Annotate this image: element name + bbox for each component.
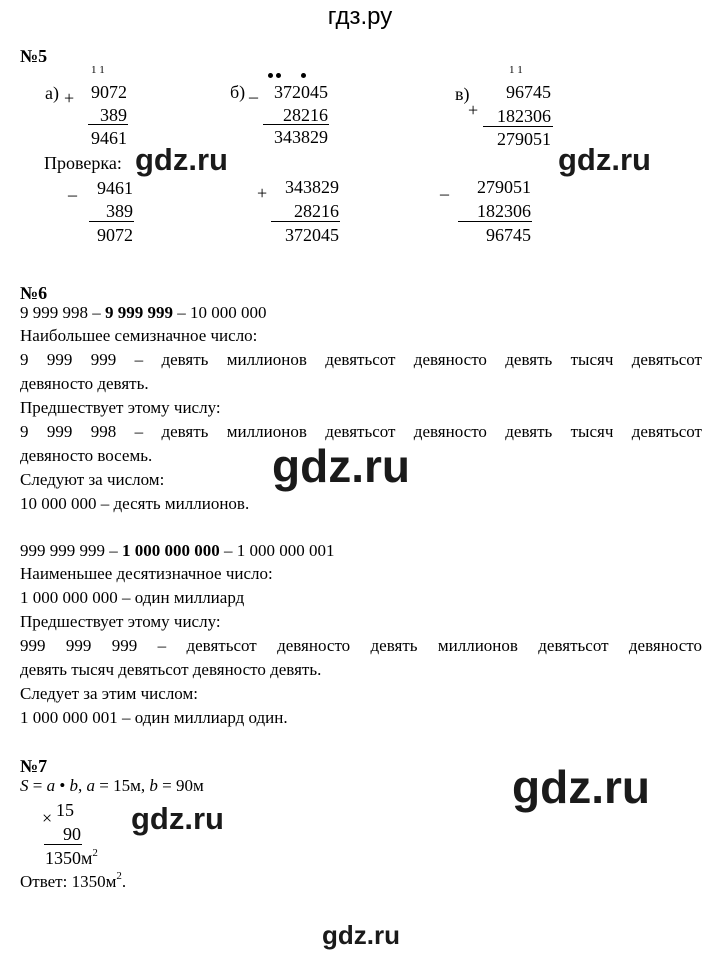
task6-line: девять тысяч девятьсот девяносто девять. [20, 660, 322, 679]
watermark: gdz.ru [272, 440, 410, 492]
task6-line: 10 000 000 – десять миллионов. [20, 494, 250, 513]
borrow-dot [268, 73, 273, 78]
task6-line: 9 999 998 – девять миллионов девятьсот девяносто девять тысяч девятьсот [20, 422, 702, 441]
formula-s: S [20, 776, 29, 795]
task6-line: Следуют за числом: [20, 470, 165, 489]
sequence-2-before: 999 999 999 – [20, 541, 122, 560]
minus-sign-b: _ [249, 80, 258, 100]
check-a-top: 9461 [97, 178, 133, 198]
c-result: 279051 [497, 129, 551, 149]
formula-rest: = 15м, [95, 776, 150, 795]
watermark: gdz.ru [131, 801, 224, 836]
sequence-1-after: – 10 000 000 [173, 303, 267, 322]
borrow-dot [276, 73, 281, 78]
formula-dot: • [55, 776, 70, 795]
task6-line: 1 000 000 000 – один миллиард [20, 588, 245, 607]
c-second-number: 182306 [497, 106, 551, 126]
task6-line: 1 000 000 001 – один миллиард один. [20, 708, 288, 727]
formula-a: a [46, 776, 56, 795]
formula-rest: = 90м [157, 776, 204, 795]
formula-b: b [149, 776, 158, 795]
check-c-result: 96745 [486, 225, 531, 245]
watermark: gdz.ru [512, 761, 650, 813]
multiply-sign: × [42, 808, 53, 828]
formula-eq: = [28, 776, 47, 795]
area-formula [20, 776, 204, 796]
label-a: а) [45, 83, 59, 103]
task6-line: девяносто восемь. [20, 446, 153, 465]
answer [20, 872, 126, 892]
check-a-op: _ [68, 178, 77, 198]
c-sum-line [483, 126, 553, 127]
label-b: б) [230, 82, 246, 102]
task6-line: 999 999 999 – девятьсот девяносто девять миллионов девятьсот девяносто [20, 636, 702, 655]
mult-line [44, 844, 82, 845]
plus-sign-c: + [468, 100, 479, 120]
mult-result-value: 1350м [45, 848, 93, 868]
check-b-second: 28216 [294, 201, 339, 221]
sequence-2-after: – 1 000 000 001 [219, 541, 335, 560]
c-top-number: 96745 [506, 82, 551, 102]
formula-rest: , [78, 776, 87, 795]
a-top-number: 9072 [91, 82, 127, 102]
watermark: gdz.ru [135, 142, 228, 177]
a-sum-line [88, 124, 128, 125]
a-second-number: 389 [100, 105, 127, 125]
answer-end: . [121, 872, 127, 891]
check-b-result: 372045 [285, 225, 339, 245]
task6-line: девяносто девять. [20, 374, 149, 393]
formula-b: b [69, 776, 79, 795]
task6-line: Следует за этим числом: [20, 684, 198, 703]
mult-result-sup: 2 [92, 847, 98, 859]
check-c-line [458, 221, 532, 222]
check-b-top: 343829 [285, 177, 339, 197]
task6-line: Наименьшее десятизначное число: [20, 564, 273, 583]
formula-a: a [86, 776, 96, 795]
label-c: в) [455, 84, 470, 104]
task6-line: 9 999 999 – девять миллионов девятьсот девяносто девять тысяч девятьсот [20, 350, 702, 369]
task6-line: Предшествует этому числу: [20, 612, 221, 631]
mult-result [45, 848, 98, 868]
b-difference-line [263, 124, 329, 125]
b-top-number: 372045 [274, 82, 328, 102]
mult-second-number: 90 [63, 824, 81, 844]
task6-line: Наибольшее семизначное число: [20, 326, 258, 345]
sequence-2 [20, 541, 335, 561]
check-c-top: 279051 [477, 177, 531, 197]
b-result: 343829 [274, 127, 328, 147]
check-a-result: 9072 [97, 225, 133, 245]
sequence-1-before: 9 999 998 – [20, 303, 105, 322]
task7-heading: №7 [20, 756, 48, 776]
b-second-number: 28216 [283, 105, 328, 125]
check-a-second: 389 [106, 201, 133, 221]
watermark: gdz.ru [322, 920, 400, 950]
a-result: 9461 [91, 128, 127, 148]
site-title: гдз.ру [327, 3, 393, 30]
sequence-1 [20, 303, 267, 323]
sequence-2-bold: 1 000 000 000 [122, 541, 220, 560]
check-c-op: _ [440, 177, 449, 197]
answer-text: Ответ: 1350м [20, 872, 117, 891]
sequence-1-bold: 9 999 999 [105, 303, 173, 322]
check-b-op: + [257, 183, 268, 203]
carry-digits-a: 1 1 [91, 64, 105, 76]
check-c-second: 182306 [477, 201, 531, 221]
task5-heading: №5 [20, 46, 48, 66]
watermark: gdz.ru [558, 142, 651, 177]
task6-heading: №6 [20, 283, 48, 303]
borrow-dot [301, 73, 306, 78]
answer-sup: 2 [116, 870, 122, 883]
task6-line: Предшествует этому числу: [20, 398, 221, 417]
plus-sign-a: + [64, 88, 75, 108]
mult-top-number: 15 [56, 800, 74, 820]
check-label: Проверка: [44, 153, 122, 173]
check-b-line [271, 221, 340, 222]
check-a-line [89, 221, 134, 222]
carry-digits-c: 1 1 [509, 64, 523, 76]
